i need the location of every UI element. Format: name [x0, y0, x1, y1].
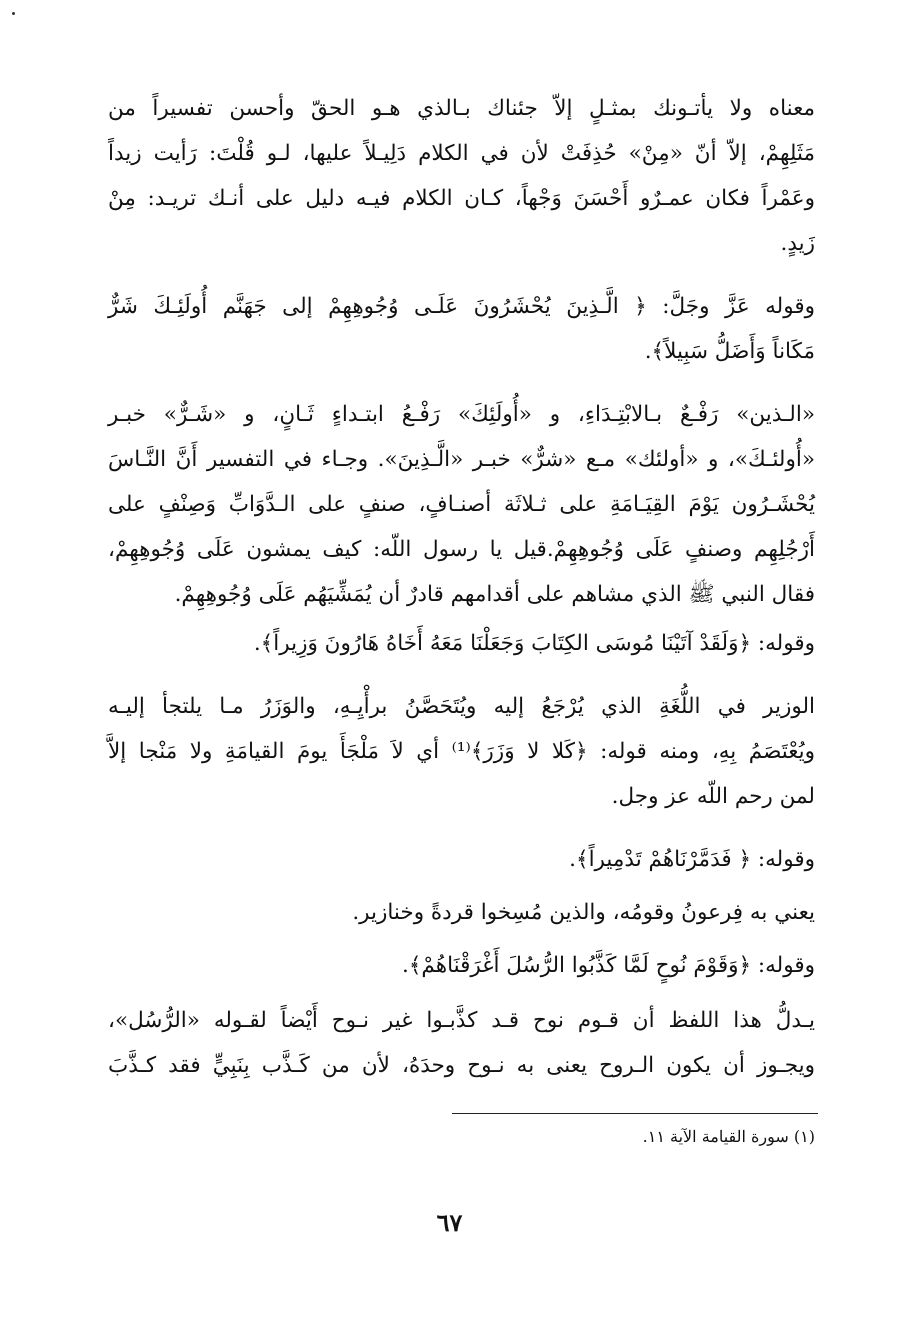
footnote-separator [452, 1113, 818, 1114]
text-line: لمن رحم اللّه عز وجل. [611, 784, 815, 809]
paragraph [108, 943, 815, 988]
text-line: وقوله: ﴿ فَدَمَّرْنَاهُمْ تَدْمِيراً﴾. [569, 847, 815, 872]
text-line: أَرْجُلِهِم وصنفٍ عَلَى وُجُوهِهِمْ.قيل يا رسول اللّه: كيف يمشون عَلَى وُجُوهِهِمْ، [108, 537, 815, 562]
paragraph [108, 890, 815, 935]
text-line: وقوله عَزَّ وجَلَّ: ﴿ الَّـذِينَ يُحْشَرُونَ عَلَـى وُجُوهِهِمْ إلى جَهَنَّم أُولَئِـكَ شَرٌّ [108, 294, 815, 319]
page-number: ٦٧ [436, 1208, 463, 1237]
text-line: وقوله: ﴿وَلَقَدْ آتَيْنَا مُوسَى الكِتَابَ وَجَعَلْنَا مَعَهُ أَخَاهُ هَارُونَ وَزِيراً﴾. [253, 631, 815, 656]
text-line: معناه ولا يأتـونك بمثـلٍ إلاّ جئناك بـالذي هـو الحقّ وأحسن تفسيراً من [108, 96, 815, 121]
text-line: يـدلُّ هذا اللفظ أن قـوم نوح قـد كذَّبـوا غير نـوح أَيْضاً لقـوله «الرُّسُل»، [108, 1008, 815, 1033]
text-line: ويُعْتَصَمُ بِهِ، ومنه قوله: ﴿كَلا لا وَزَرَ﴾⁽¹⁾ أي لاَ مَلْجَأَ يومَ القيامَةِ ولا مَنْجا إلاَّ [108, 739, 815, 764]
text-line: ويجـوز أن يكون الـروح يعنى به نـوح وحدَهُ، لأن من كَـذَّب بِنَبِيٍّ فقد كـذَّبَ [108, 1053, 815, 1078]
text-line: يُحْشَـرُون يَوْمَ القِيَـامَةِ على ثـلاثَة أصنـافٍ، صنفٍ على الـدَّوَابِّ وَصِنْفٍ على [108, 492, 815, 517]
paragraph [108, 86, 815, 266]
paragraph [108, 684, 815, 819]
text-line: «أُولئـكَ»، و «أولئك» مـع «شرٌّ» خبـر «الَّـذِينَ». وجـاء في التفسير أَنَّ النَّـاسَ [108, 447, 815, 472]
paragraph [108, 837, 815, 882]
paragraph [108, 998, 815, 1088]
text-line: فقال النبي ﷺ الذي مشاهم على أقدامهم قادرٌ أن يُمَشِّيَهُم عَلَى وُجُوهِهِمْ. [174, 582, 815, 607]
scan-speck [12, 12, 15, 15]
text-line: «الـذين» رَفْـعٌ بـالابْتِـدَاءِ، و «أُولَئِكَ» رَفْـعُ ابتـداءٍ ثَـانٍ، و «شَـرٌّ» خبـر [108, 402, 815, 427]
text-line: يعني به فِرعونُ وقومُه، والذين مُسِخوا قردةً وخنازير. [352, 900, 815, 925]
text-line: زَيدٍ. [780, 231, 815, 256]
text-line: وقوله: ﴿وَقَوْمَ نُوحٍ لَمَّا كَذَّبُوا الرُّسُلَ أَغْرَقْنَاهُمْ﴾. [401, 953, 815, 978]
paragraph [108, 621, 815, 666]
main-text [108, 86, 815, 1106]
footnote: (١) سورة القيامة الآية ١١. [642, 1127, 815, 1146]
paragraph [108, 392, 815, 617]
text-line: مَثَلِهِمْ، إلاّ أنّ «مِنْ» حُذِفَتْ لأن في الكلام دَلِيـلاً عليها، لـو قُلْتَ: رَأيت زيداً [108, 141, 815, 166]
text-line: مَكَاناً وَأَضَلُّ سَبِيلاً﴾. [644, 339, 815, 364]
text-line: وعَمْراً فكان عمـرٌو أَحْسَنَ وَجْهاً، كـان الكلام فيـه دليل على أنـك تريـد: مِنْ [108, 186, 815, 211]
text-line: الوزير في اللُّغَةِ الذي يُرْجَعُ إليه ويُتَحَصَّنُ برأْيِـهِ، والوَزَرُ مـا يلتجأ إليـه [108, 694, 815, 719]
paragraph [108, 284, 815, 374]
